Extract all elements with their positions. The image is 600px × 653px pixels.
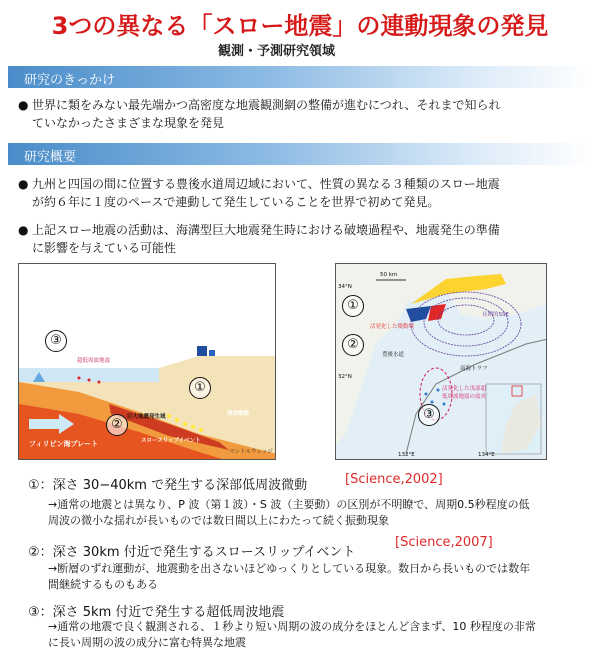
bullet-dot-icon: ●	[18, 177, 29, 191]
map-marker-3: ③	[418, 404, 440, 426]
marker-2: ②	[106, 414, 128, 436]
bullet-line: ていなかったさまざまな現象を発見	[32, 116, 225, 130]
citation-1: [Science,2002]	[345, 472, 443, 487]
label-philippine-plate: フィリピン海プレート	[29, 440, 99, 448]
section-heading-background	[8, 66, 592, 88]
item-1-description	[48, 497, 530, 529]
label-slow-slip: スロースリップイベント	[141, 438, 201, 444]
label-vlf-earthquake: 超低周波地震	[77, 358, 111, 364]
item-title-text: ：深さ 5km 付近で発生する超低周波地震	[39, 605, 285, 620]
map-label-bungo: 豊後水道	[382, 352, 405, 358]
map-marker-1: ①	[342, 295, 364, 317]
map-marker-2: ②	[342, 334, 364, 356]
marker-3: ③	[45, 330, 67, 352]
map-label-vlf-area: 活発化した浅部超低周波地震の震央	[442, 386, 487, 400]
map-figure	[335, 263, 547, 460]
map-lon-left: 132°E	[398, 452, 415, 458]
item-title-text: ：深さ 30−40km で発生する深部低周波微動	[39, 478, 308, 493]
marker-1: ①	[189, 377, 211, 399]
label-deep-tremor: 深部微動	[227, 411, 250, 417]
label-mantle-wedge: マントルウェッジ	[229, 449, 273, 455]
map-label-trough: 南海トラフ	[460, 366, 488, 372]
item-2-description	[48, 561, 530, 593]
citation-2: [Science,2007]	[395, 535, 493, 550]
section-heading-label: 研究概要	[24, 150, 77, 165]
map-drawing	[336, 264, 547, 460]
map-label-tremor: 活発化した微動域	[370, 324, 415, 330]
bullet-item	[18, 96, 588, 132]
map-lon-right: 134°E	[478, 452, 495, 458]
map-scale: 50 km	[380, 272, 398, 278]
page-subtitle: 観測・予測研究領域	[218, 44, 336, 59]
bullet-dot-icon: ●	[18, 223, 29, 237]
bullet-item	[18, 175, 588, 211]
cross-section-figure	[18, 263, 276, 460]
item-marker: ③	[28, 605, 40, 620]
section-heading-label: 研究のきっかけ	[24, 73, 116, 88]
item-2-title	[28, 541, 355, 560]
item-1-title	[28, 474, 307, 493]
item-title-text: ：深さ 30km 付近で発生するスロースリップイベント	[39, 545, 356, 560]
item-3-title	[28, 601, 284, 620]
section-heading-overview	[8, 143, 592, 165]
desc-line: →通常の地震とは異なり、P 波（第１波）・S 波（主要動）の区別が不明瞭で、周期0.5秒程度の低	[48, 498, 530, 511]
bullet-item	[18, 221, 588, 257]
map-label-sse: 長期的SSE	[482, 312, 509, 318]
bullet-line: 上記スロー地震の活動は、海溝型巨大地震発生時における破壊過程や、地震発生の準備	[32, 223, 500, 237]
desc-line: →通常の地震で良く観測される、１秒より短い周期の波の成分をほとんど含まず、10 秒程度の非常	[48, 620, 536, 633]
item-marker: ①	[28, 478, 40, 493]
bullet-dot-icon: ●	[18, 98, 29, 112]
page-title: 3つの異なる「スロー地震」の連動現象の発見	[51, 12, 549, 40]
cross-section-drawing	[19, 264, 276, 460]
item-3-description	[48, 619, 536, 651]
bullet-line: 九州と四国の間に位置する豊後水道周辺域において、性質の異なる３種類のスロー地震	[32, 177, 500, 191]
label-locked-zone: 巨大地震発生域	[127, 414, 166, 420]
bullet-line: 世界に類をみない最先端かつ高密度な地震観測網の整備が進むにつれ、それまで知られ	[32, 98, 501, 112]
map-lat-top: 34°N	[338, 284, 352, 290]
map-lat-bottom: 32°N	[338, 374, 352, 380]
bullet-line: が約６年に１度のペースで連動して発生していることを世界で初めて発見。	[32, 195, 440, 209]
desc-line: 間継続するものもある	[48, 578, 158, 591]
desc-line: に長い周期の波の成分に富む特異な地震	[48, 636, 246, 649]
item-marker: ②	[28, 545, 40, 560]
desc-line: 周波の微小な揺れが長いものでは数日間以上にわたって続く振動現象	[48, 514, 389, 527]
desc-line: →断層のずれ運動が、地震動を出さないほどゆっくりとしている現象。数日から長いものでは数年	[48, 562, 531, 575]
bullet-line: に影響を与えている可能性	[32, 241, 177, 255]
